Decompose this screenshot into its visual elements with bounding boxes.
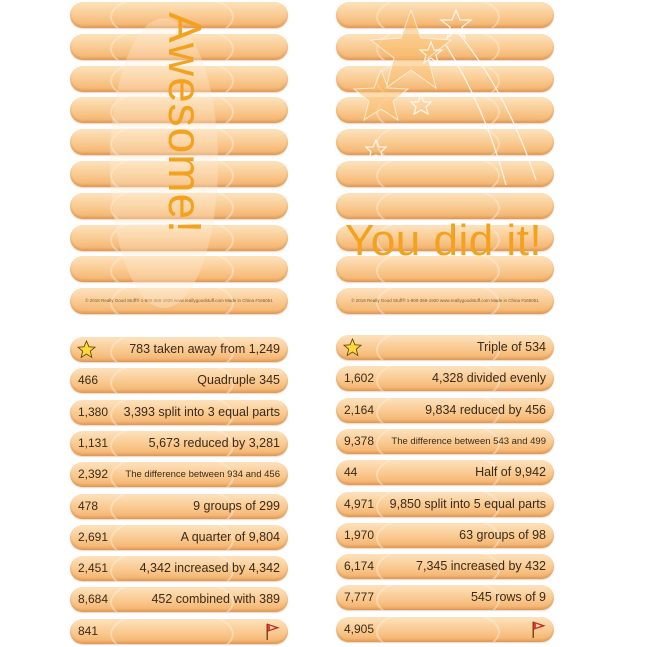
answer-number: 7,777 bbox=[344, 590, 375, 605]
question-stick bbox=[336, 554, 554, 579]
math-expression: 63 groups of 98 bbox=[459, 527, 546, 542]
star-icon bbox=[77, 340, 96, 359]
answer-number: 2,691 bbox=[78, 529, 109, 544]
question-stick bbox=[70, 556, 288, 581]
question-stick bbox=[70, 431, 288, 456]
math-expression: 545 rows of 9 bbox=[470, 590, 546, 605]
question-stick bbox=[336, 617, 554, 642]
answer-number: 466 bbox=[78, 373, 99, 388]
question-stick bbox=[70, 587, 288, 612]
question-stick bbox=[336, 335, 554, 360]
answer-number: 1,970 bbox=[344, 527, 375, 542]
swirl-decoration bbox=[376, 617, 500, 642]
math-expression: 5,673 reduced by 3,281 bbox=[148, 435, 280, 450]
flag-icon bbox=[530, 620, 546, 639]
swirl-decoration bbox=[110, 619, 234, 644]
answer-number: 4,905 bbox=[344, 621, 375, 636]
answer-number: 2,164 bbox=[344, 402, 375, 417]
answer-number: 1,602 bbox=[344, 371, 375, 386]
copyright-footer: © 2018 Really Good Stuff® 1-800-366-1920 www.reallygoodstuff.com Made in China #165051 bbox=[351, 298, 539, 304]
math-expression: 7,345 increased by 432 bbox=[416, 559, 546, 574]
answer-number: 841 bbox=[78, 623, 99, 638]
math-expression: The difference between 543 and 499 bbox=[391, 435, 546, 447]
math-expression: Triple of 534 bbox=[476, 340, 546, 354]
math-expression: 452 combined with 389 bbox=[151, 592, 280, 607]
question-stick bbox=[336, 429, 554, 454]
question-stick bbox=[336, 460, 554, 485]
answer-number: 6,174 bbox=[344, 559, 375, 574]
copyright-footer: © 2018 Really Good Stuff® 1-800-366-1920 www.reallygoodstuff.com Made in China #165051 bbox=[85, 298, 273, 304]
swirl-decoration bbox=[376, 193, 500, 219]
math-expression: 9,850 split into 5 equal parts bbox=[389, 496, 546, 511]
answer-number: 1,131 bbox=[78, 435, 109, 450]
answer-number: 9,378 bbox=[344, 433, 375, 448]
question-stick bbox=[336, 366, 554, 391]
math-expression: Quadruple 345 bbox=[197, 373, 280, 388]
answer-number: 2,451 bbox=[78, 561, 109, 576]
footer-stick bbox=[336, 288, 554, 314]
blank-stick bbox=[336, 193, 554, 219]
answer-number: 1,380 bbox=[78, 404, 109, 419]
awesome-word: Awesome! bbox=[159, 12, 211, 234]
question-stick bbox=[336, 585, 554, 610]
math-expression: 3,393 split into 3 equal parts bbox=[123, 404, 280, 419]
answer-number: 2,392 bbox=[78, 467, 109, 482]
question-stick bbox=[336, 492, 554, 517]
answer-number: 8,684 bbox=[78, 592, 109, 607]
question-stick bbox=[70, 462, 288, 487]
flag-icon bbox=[264, 622, 280, 641]
math-expression: 9 groups of 299 bbox=[193, 498, 280, 513]
math-expression: Half of 9,942 bbox=[475, 465, 546, 480]
math-expression: A quarter of 9,804 bbox=[180, 529, 280, 544]
math-expression: 783 taken away from 1,249 bbox=[129, 342, 280, 356]
answer-number: 44 bbox=[344, 465, 358, 480]
answer-number: 478 bbox=[78, 498, 99, 513]
question-stick bbox=[70, 337, 288, 362]
math-expression: 4,328 divided evenly bbox=[432, 371, 546, 386]
question-stick bbox=[336, 523, 554, 548]
star-icon bbox=[343, 338, 362, 357]
question-stick-set-right bbox=[336, 335, 554, 645]
question-stick-set-left bbox=[70, 337, 288, 647]
question-stick bbox=[70, 619, 288, 644]
you-did-it-word: You did it! bbox=[345, 216, 543, 265]
answer-number: 4,971 bbox=[344, 496, 375, 511]
shooting-stars-decoration bbox=[336, 0, 554, 190]
question-stick bbox=[336, 398, 554, 423]
question-stick bbox=[70, 525, 288, 550]
question-stick bbox=[70, 400, 288, 425]
question-stick bbox=[70, 494, 288, 519]
math-expression: 9,834 reduced by 456 bbox=[425, 402, 546, 417]
math-expression: 4,342 increased by 4,342 bbox=[139, 561, 280, 576]
question-stick bbox=[70, 368, 288, 393]
math-expression: The difference between 934 and 456 bbox=[125, 469, 280, 481]
